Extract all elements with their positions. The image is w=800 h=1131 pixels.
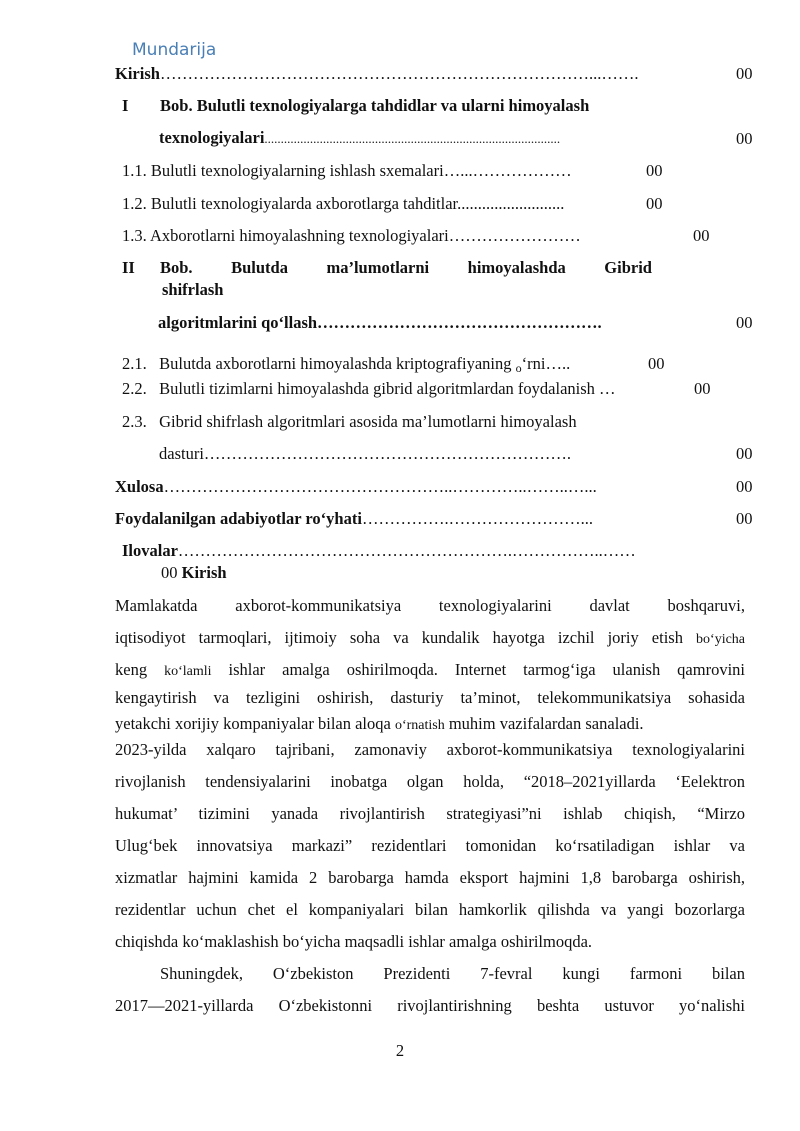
toc-word: Bob. (160, 258, 193, 277)
toc-entry-1-2[interactable]: 1.2. Bulutli texnologiyalarda axborotlarga tahditlar.......................... (122, 194, 565, 213)
toc-word: Bulutda (231, 258, 288, 277)
paragraph-line: 2017—2021-yillarda O‘zbekistonni rivojlantirishning beshta ustuvor yo‘nalishi (115, 996, 745, 1015)
toc-entry-2-3-line2[interactable]: dasturi…………………………………………………………. (159, 444, 572, 463)
toc-section-number: 2.3. (122, 412, 147, 431)
toc-entry-chapter-1[interactable] (160, 96, 589, 116)
section-heading-kirish: Kirish (181, 563, 227, 582)
paragraph-line: hukumat’ tizimini yanada rivojlantirish strategiyasi”ni ishlab chiqish, “Mirzo (115, 804, 745, 823)
toc-page-number: 00 (736, 64, 753, 83)
page-number: 2 (395, 1041, 405, 1060)
paragraph-line: chiqishda ko‘maklashish bo‘yicha maqsadli ishlar amalga oshirilmoqda. (115, 932, 593, 951)
toc-page-number: 00 (693, 226, 710, 245)
toc-bob-label: Bob (160, 96, 189, 115)
toc-label: Ilovalar (122, 541, 178, 560)
paragraph-2 (115, 734, 745, 958)
toc-section-text: Gibrid shifrlash algoritmlari asosida ma’lumotlarni himoyalash (159, 412, 577, 431)
toc-section-number: 2.1. (122, 354, 147, 373)
toc-word: shifrlash (162, 280, 224, 299)
toc-page-number: 00 (736, 477, 753, 496)
toc-page-number: 00 (648, 354, 665, 373)
toc-label: Xulosa (115, 477, 164, 496)
toc-page-number: 00 (694, 379, 711, 398)
toc-page-number: 00 (646, 161, 663, 180)
paragraph-3 (115, 958, 745, 1022)
toc-entry-kirish[interactable] (115, 64, 638, 84)
toc-section-text: Bulutli tizimlarni himoyalashda gibrid algoritmlardan foydalanish … (159, 379, 616, 398)
toc-dots: …………….……………………... (361, 509, 593, 528)
paragraph-line: Ulug‘bek innovatsiya markazi” rezidentlari tomonidan ko‘rsatiladigan ishlar va (115, 836, 745, 855)
paragraph-line: Shuningdek, O‘zbekiston Prezidenti 7-fevral kungi farmoni bilan (160, 964, 745, 983)
toc-section-text-tail: ‘rni….. (521, 354, 571, 373)
toc-word: himoyalashda (467, 258, 566, 277)
paragraph-line: iqtisodiyot tarmoqlari, ijtimoiy soha va kundalik hayotga izchil joriy etish bo‘yicha (115, 628, 746, 647)
toc-word: ma’lumotlarni (326, 258, 430, 277)
toc-entry-2-3[interactable] (122, 412, 577, 432)
toc-chapter-title: . Bulutli texnologiyalarga tahdidlar va ularni himoyalash (188, 96, 590, 115)
paragraph-line: rivojlanish tendensiyalarini inobatga olgan holda, “2018–2021yillarda ‘Eelektron (115, 772, 745, 791)
toc-page-number: 00 (646, 194, 663, 213)
toc-dots: ........................................................................................... (264, 131, 561, 146)
toc-label: Kirish (115, 64, 160, 83)
toc-entry-1-1[interactable]: 1.1. Bulutli texnologiyalarning ishlash sxemalari…...……………… (122, 161, 572, 180)
toc-entry-ilovalar[interactable] (122, 541, 636, 561)
paragraph-line: keng ko‘lamli ishlar amalga oshirilmoqda. Internet tarmog‘iga ulanish qamrovini (115, 660, 746, 679)
toc-section-text: Bulutda axborotlarni himoyalashda kriptografiyaning (159, 354, 512, 373)
toc-entry-chapter-2-line2[interactable]: algoritmlarini qo‘llash……………………………………………. (158, 313, 602, 332)
toc-entry-1-3[interactable]: 1.3. Axborotlarni himoyalashning texnologiyalari…………………… (122, 226, 581, 245)
toc-entry-2-1[interactable] (122, 354, 570, 376)
paragraph-1 (115, 590, 745, 738)
toc-page-number: 00 (736, 444, 753, 463)
toc-dots: ……………………………………………..…………..……..…... (163, 477, 597, 496)
toc-chapter-title-cont: texnologiyalari (159, 128, 265, 147)
toc-chapter-number: II (122, 258, 135, 277)
toc-page-number: 00 (161, 563, 178, 582)
toc-page-number: 00 (736, 313, 753, 332)
paragraph-line: 2023-yilda xalqaro tajribani, zamonaviy axborot-kommunikatsiya texnologiyalarini (115, 740, 745, 759)
toc-entry-2-2[interactable] (122, 379, 616, 399)
toc-title: Mundarija (132, 40, 217, 60)
toc-entry-chapter-1-line2[interactable] (159, 128, 560, 148)
toc-dots: …………………………………………………….……………..…… (177, 541, 636, 560)
toc-entry-ilovalar-page (161, 563, 227, 583)
toc-section-text-sub: o (515, 361, 522, 375)
paragraph-line: Mamlakatda axborot-kommunikatsiya texnologiyalarini davlat boshqaruvi, (115, 596, 745, 615)
toc-entry-chapter-2[interactable] (160, 258, 652, 278)
toc-word: Gibrid (604, 258, 652, 277)
toc-section-number: 2.2. (122, 379, 147, 398)
paragraph-line: kengaytirish va tezligini oshirish, dasturiy ta’minot, telekommunikatsiya sohasida (115, 688, 745, 707)
toc-chapter-number: I (122, 96, 129, 115)
paragraph-line: yetakchi xorijiy kompaniyalar bilan aloqa o‘rnatish muhim vazifalardan sanaladi. (115, 714, 644, 733)
toc-dots: ……………………………………………………………………...……. (159, 64, 639, 83)
toc-page-number: 00 (736, 129, 753, 148)
paragraph-line: rezidentlar uchun chet el kompaniyalari bilan hamkorlik qilishda va yangi bozorlarga (115, 900, 745, 919)
toc-page-number: 00 (736, 509, 753, 528)
toc-entry-adabiyotlar[interactable] (115, 509, 593, 529)
paragraph-line: xizmatlar hajmini kamida 2 barobarga hamda eksport hajmini 1,8 barobarga oshirish, (115, 868, 745, 887)
toc-label: Foydalanilgan adabiyotlar ro‘yhati (115, 509, 362, 528)
toc-entry-xulosa[interactable] (115, 477, 597, 497)
